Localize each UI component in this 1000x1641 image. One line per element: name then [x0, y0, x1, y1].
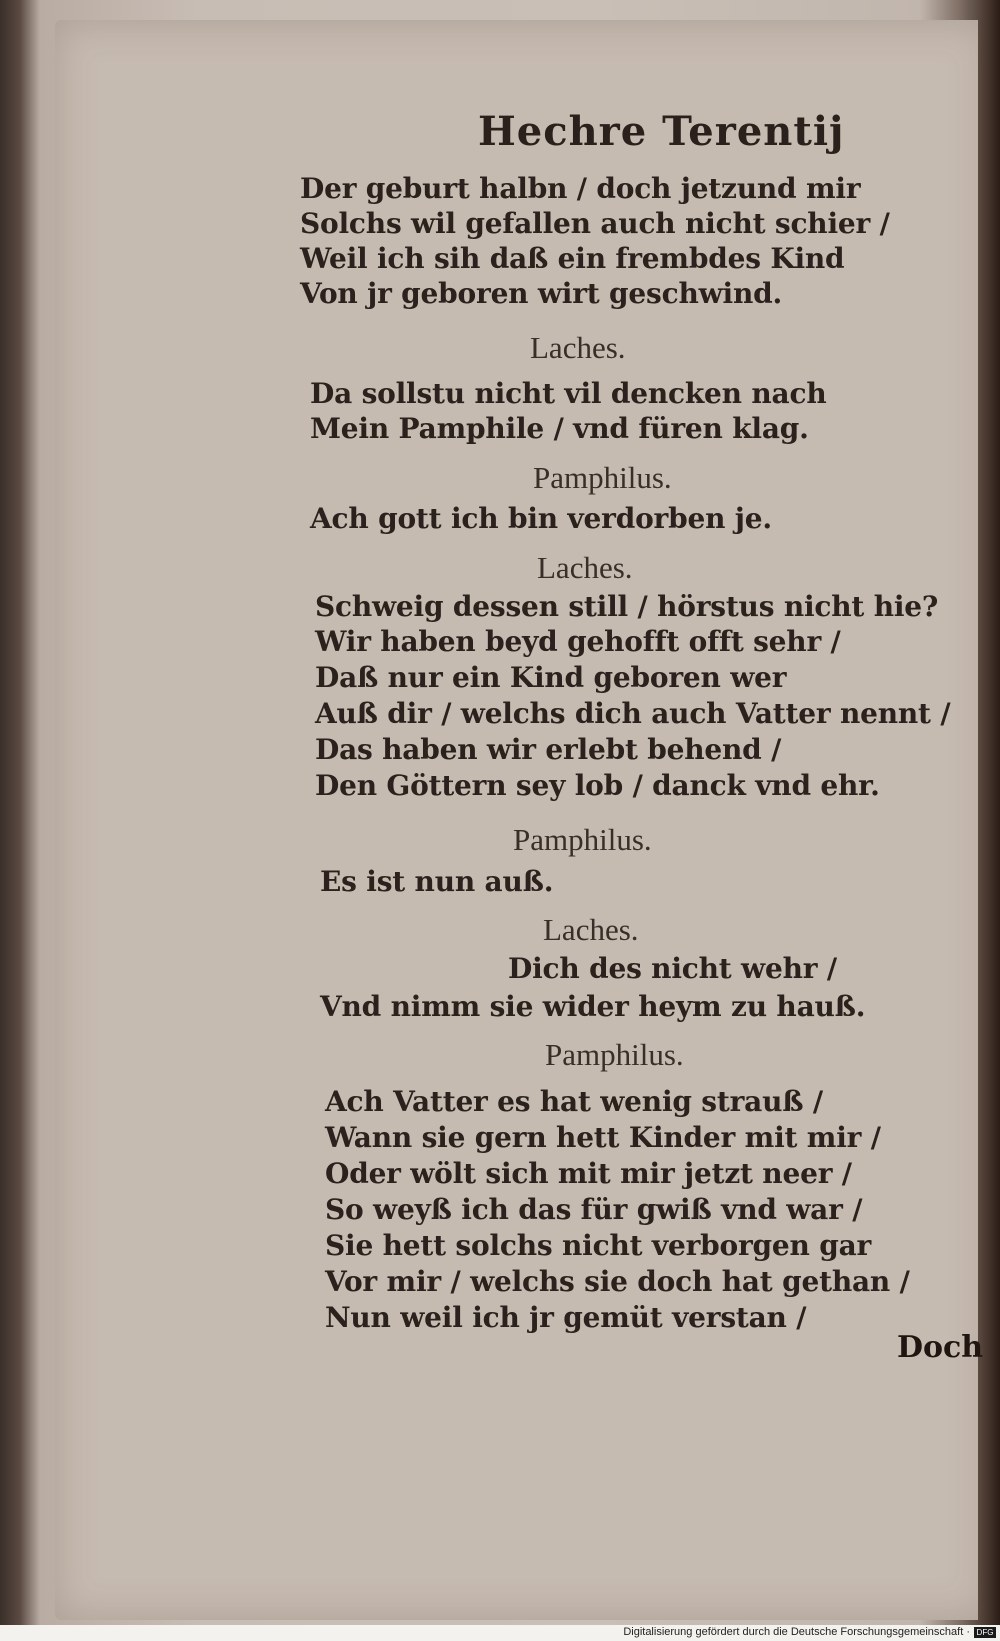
- funding-credit: Digitalisierung gefördert durch die Deutsche Forschungsgemeinschaft ·: [623, 1626, 970, 1638]
- catchword: Doch: [897, 1330, 984, 1365]
- speaker-label: Laches.: [530, 330, 626, 365]
- speaker-label: Pamphilus.: [545, 1037, 684, 1072]
- page-edge: [978, 0, 1000, 1625]
- verse-line: Wann sie gern hett Kinder mit mir /: [325, 1121, 881, 1154]
- dfg-logo: DFG: [974, 1627, 996, 1638]
- speaker-label: Laches.: [537, 550, 633, 585]
- verse-line: Sie hett solchs nicht verborgen gar: [325, 1229, 872, 1262]
- verse-line: Auß dir / welchs dich auch Vatter nennt /: [315, 697, 951, 730]
- footer-bar: [0, 1625, 1000, 1641]
- speaker-label: Laches.: [543, 912, 639, 947]
- verse-line: Ach gott ich bin verdorben je.: [310, 502, 772, 535]
- verse-line: Ach Vatter es hat wenig strauß /: [325, 1085, 823, 1118]
- verse-line: Daß nur ein Kind geboren wer: [315, 661, 787, 694]
- speaker-label: Pamphilus.: [533, 460, 672, 495]
- verse-line: Dich des nicht wehr /: [508, 952, 837, 985]
- verse-line: Der geburt halbn / doch jetzund mir: [300, 172, 861, 205]
- verse-line: Weil ich sih daß ein frembdes Kind: [300, 242, 845, 275]
- verse-line: Da sollstu nicht vil dencken nach: [310, 377, 827, 410]
- verse-line: Es ist nun auß.: [320, 865, 554, 898]
- verse-line: Schweig dessen still / hörstus nicht hie?: [315, 590, 939, 623]
- verse-line: So weyß ich das für gwiß vnd war /: [325, 1193, 863, 1226]
- verse-line: Wir haben beyd gehofft offt sehr /: [315, 625, 841, 658]
- verse-line: Mein Pamphile / vnd füren klag.: [310, 412, 809, 445]
- verse-line: Solchs wil gefallen auch nicht schier /: [300, 207, 890, 240]
- running-header: Hechre Terentij: [478, 108, 845, 155]
- verse-line: Von jr geboren wirt geschwind.: [300, 277, 783, 310]
- verse-line: Vor mir / welchs sie doch hat gethan /: [325, 1265, 910, 1298]
- verse-line: Das haben wir erlebt behend /: [315, 733, 782, 766]
- verse-line: Den Göttern sey lob / danck vnd ehr.: [315, 769, 880, 802]
- verse-line: Vnd nimm sie wider heym zu hauß.: [320, 990, 866, 1023]
- speaker-label: Pamphilus.: [513, 822, 652, 857]
- verse-line: Nun weil ich jr gemüt verstan /: [325, 1301, 807, 1334]
- verse-line: Oder wölt sich mit mir jetzt neer /: [325, 1157, 852, 1190]
